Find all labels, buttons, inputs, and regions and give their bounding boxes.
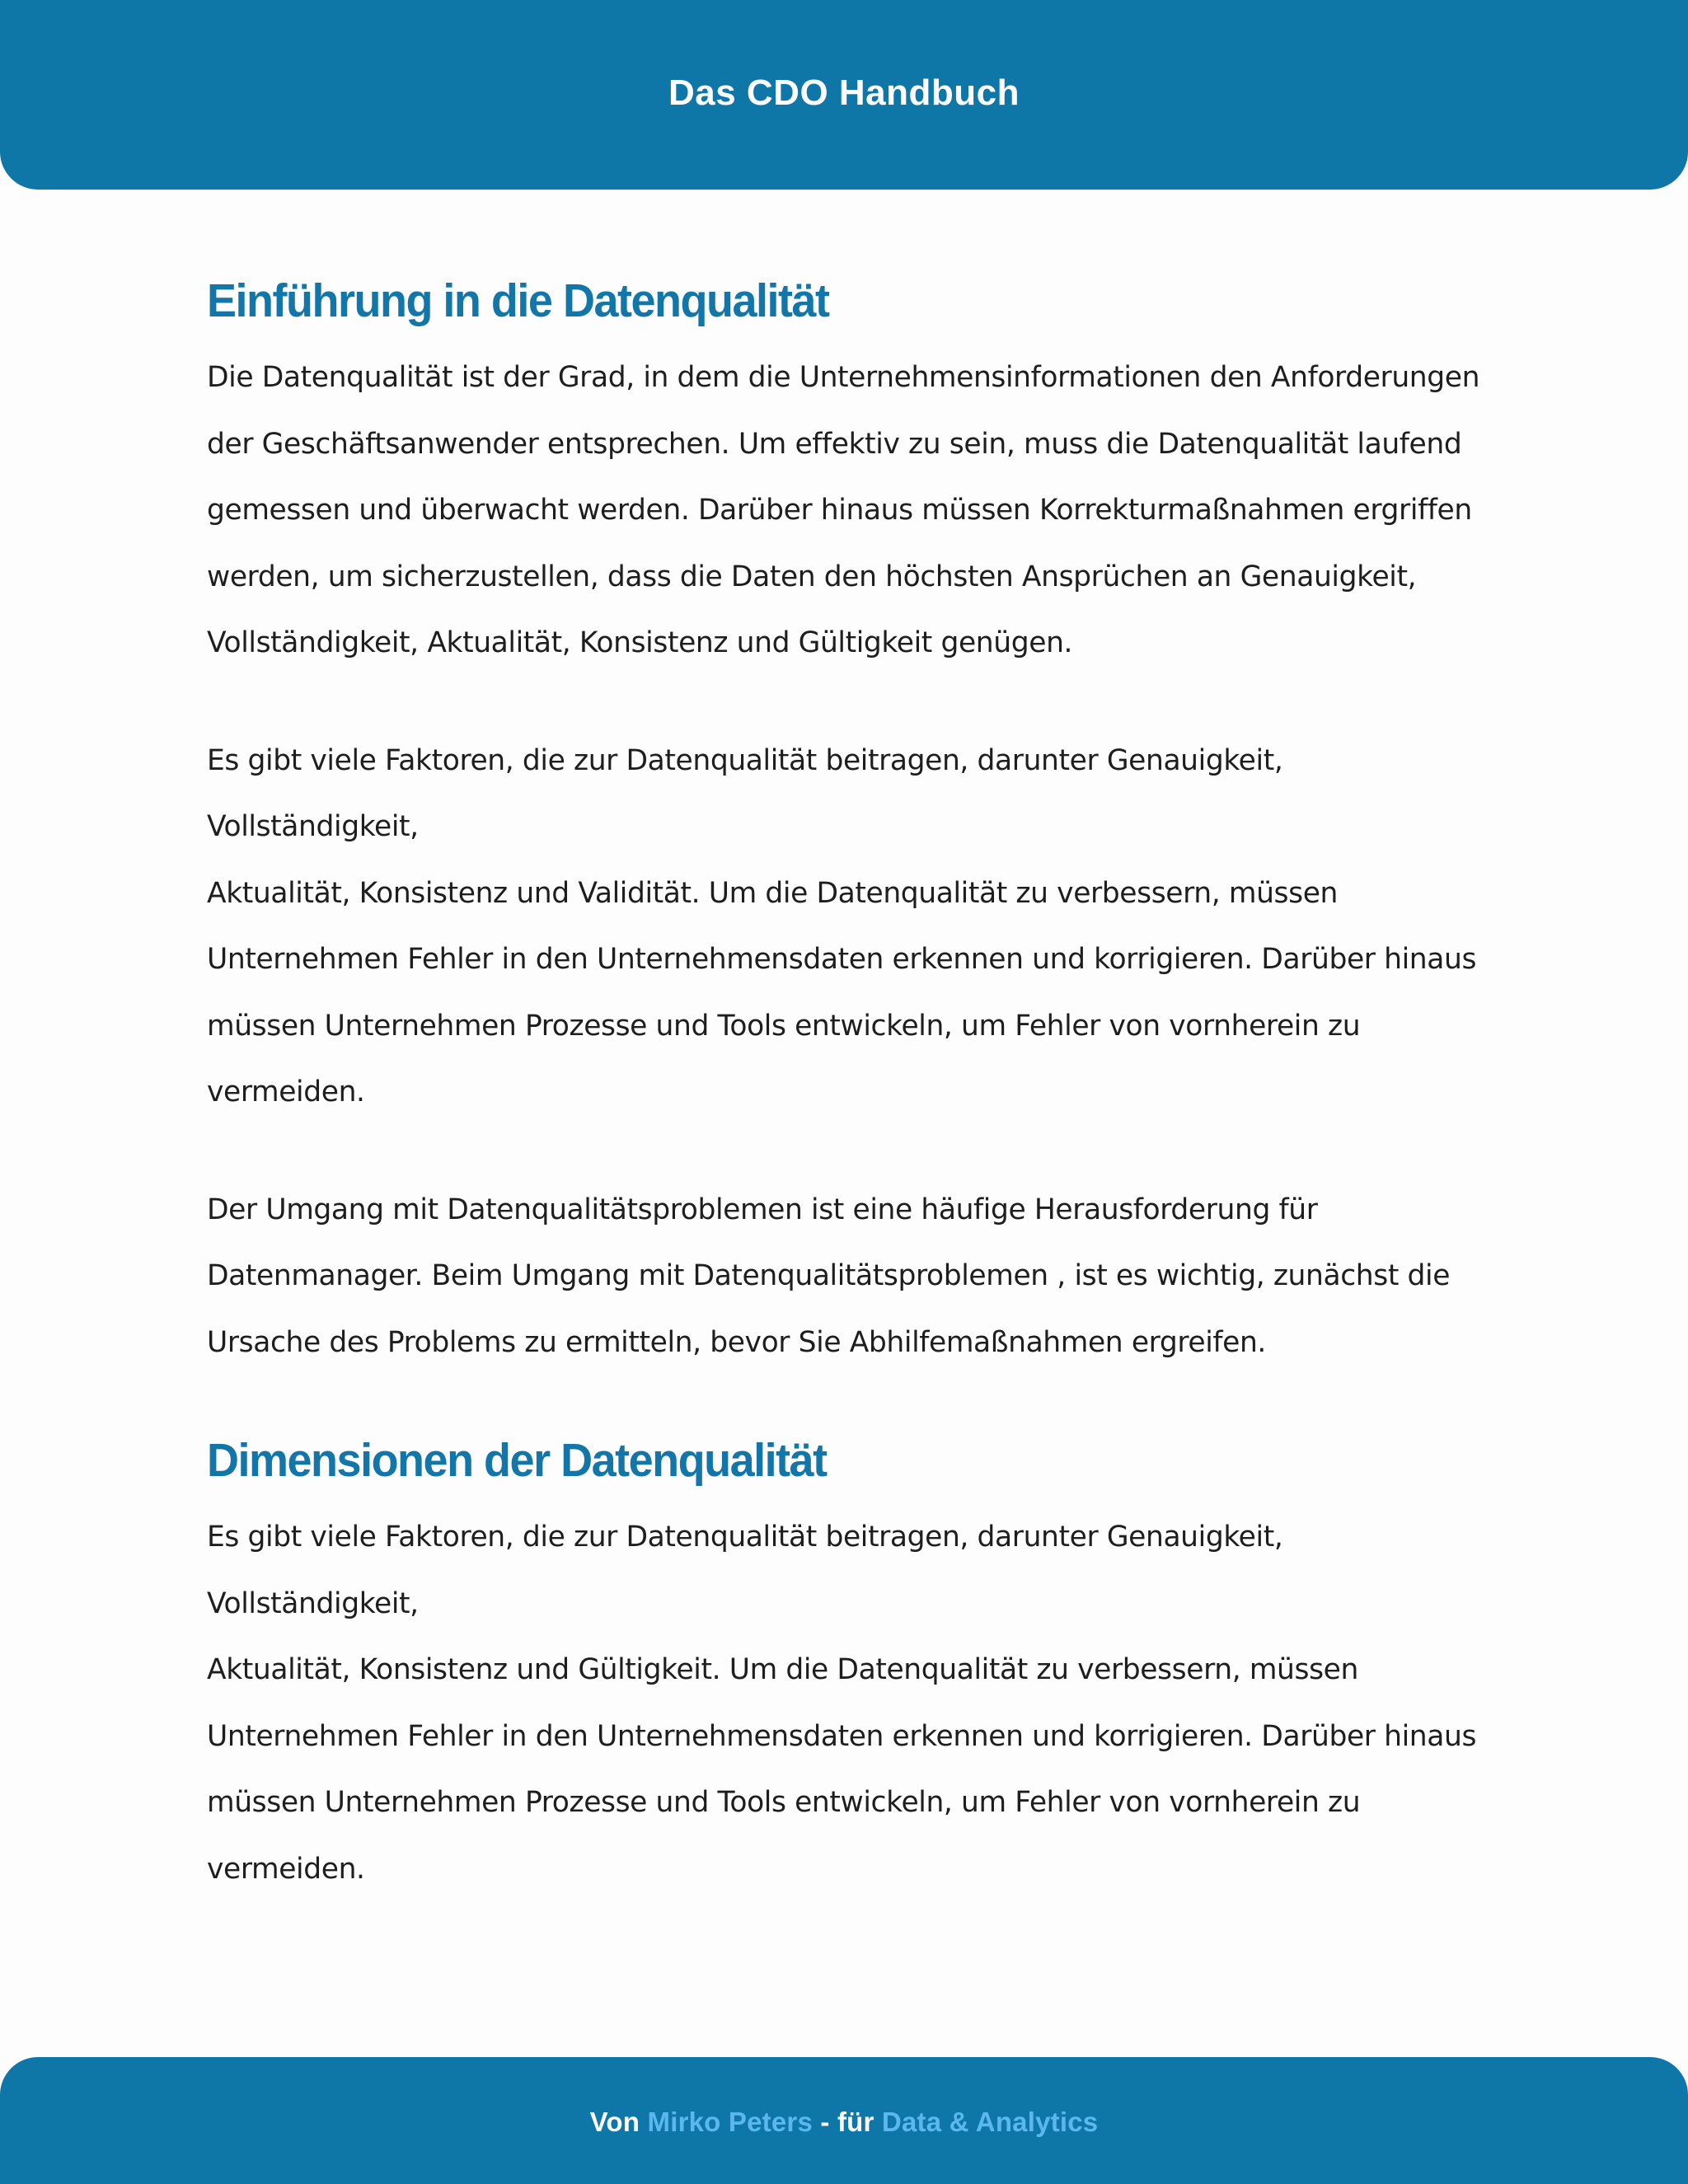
- document-title: Das CDO Handbuch: [668, 73, 1020, 113]
- footer-separator: - für: [820, 2107, 874, 2137]
- footer-department: Data & Analytics: [881, 2107, 1099, 2137]
- paragraph: Es gibt viele Faktoren, die zur Datenqualität beitragen, darunter Genauigkeit, Vollständigkeit, Aktualität, Konsistenz und Validität. Um die Datenqualität zu verbessern, müssen Unternehmen Fehler in den Unternehmensdaten erkennen und korrigieren. Darüber hinaus müssen Unternehmen Prozesse und Tools entwickeln, um Fehler von vornherein zu vermeiden.: [207, 743, 1477, 1108]
- footer-author: Mirko Peters: [647, 2107, 814, 2137]
- footer-credit: [590, 2107, 1099, 2138]
- section-heading-dimensionen: Dimensionen der Datenqualität: [207, 1434, 827, 1487]
- paragraph: Die Datenqualität ist der Grad, in dem die Unternehmensinformationen den Anforderungen der Geschäftsanwender entsprechen. Um effektiv zu sein, muss die Datenqualität laufend gemessen und überwacht werden. Darüber hinaus müssen Korrekturmaßnahmen ergriffen werden, um sicherzustellen, dass die Daten den höchsten Ansprüchen an Genauigkeit, Vollständigkeit, Aktualität, Konsistenz und Gültigkeit genügen.: [207, 361, 1480, 659]
- page-content: [207, 262, 1493, 1902]
- paragraph: Es gibt viele Faktoren, die zur Datenqualität beitragen, darunter Genauigkeit, Vollständigkeit, Aktualität, Konsistenz und Gültigkeit. Um die Datenqualität zu verbessern, müssen Unternehmen Fehler in den Unternehmensdaten erkennen und korrigieren. Darüber hinaus müssen Unternehmen Prozesse und Tools entwickeln, um Fehler von vornherein zu vermeiden.: [207, 1521, 1477, 1886]
- section-heading-einfuehrung: Einführung in die Datenqualität: [207, 274, 829, 327]
- page-header: [0, 0, 1688, 190]
- paragraph: Der Umgang mit Datenqualitätsproblemen ist eine häufige Herausforderung für Datenmanager. Beim Umgang mit Datenqualitätsproblemen , ist es wichtig, zunächst die Ursache des Problems zu ermitteln, bevor Sie Abhilfemaßnahmen ergreifen.: [207, 1193, 1451, 1359]
- footer-prefix: Von: [589, 2107, 640, 2137]
- page-footer: [0, 2057, 1688, 2184]
